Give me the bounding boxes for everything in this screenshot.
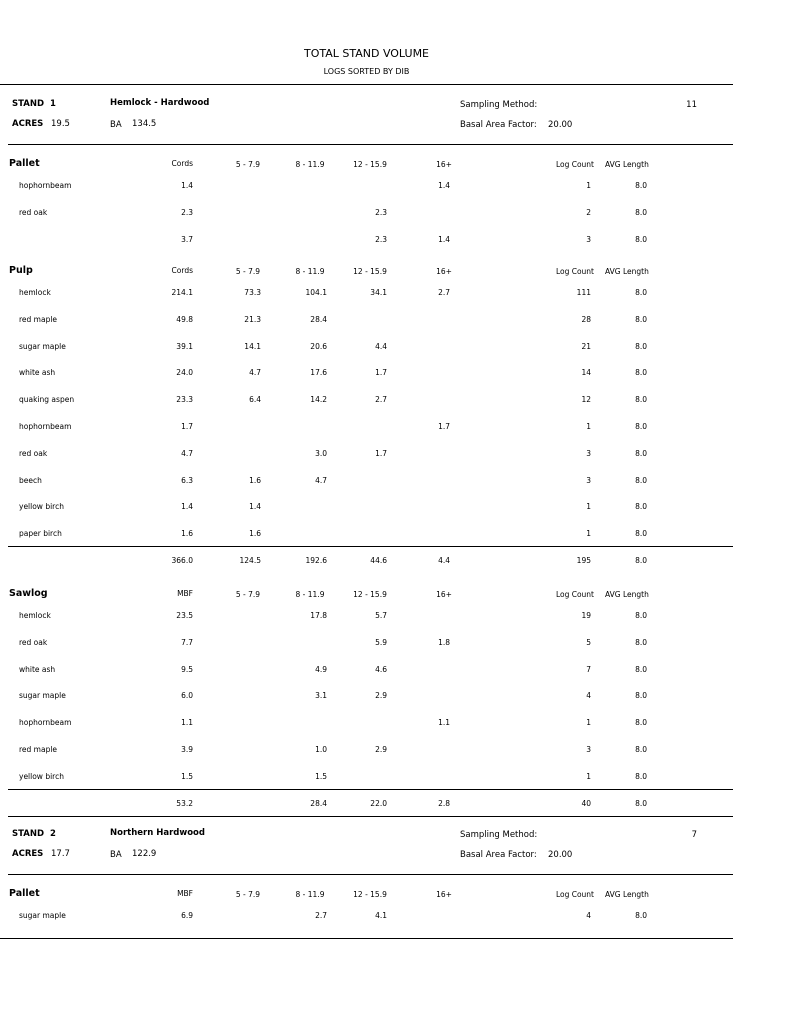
species-name: yellow birch xyxy=(19,771,64,781)
cell-c3: 2.7 xyxy=(375,395,387,405)
avg-length-header: AVG Length xyxy=(605,160,649,169)
species-name: yellow birch xyxy=(19,502,64,512)
diameter-class-header: 8 - 11.9 xyxy=(295,267,325,276)
ba-label: BA xyxy=(110,120,122,130)
species-name: red oak xyxy=(19,207,48,217)
species-name: red maple xyxy=(19,314,58,324)
totals-rule xyxy=(8,789,733,790)
cell-c2: 2.7 xyxy=(315,911,327,920)
species-name: hophornbeam xyxy=(19,422,72,431)
diameter-class-header: 12 - 15.9 xyxy=(353,590,387,599)
cell-total: 24.0 xyxy=(176,368,193,378)
cell-c1: 73.3 xyxy=(244,288,261,297)
cell-total: 39.1 xyxy=(176,341,193,351)
total-c2: 192.6 xyxy=(305,556,327,565)
diameter-class-header: 5 - 7.9 xyxy=(235,267,261,276)
ba-value: 134.5 xyxy=(132,119,157,129)
cell-count: 4 xyxy=(586,691,591,701)
cell-total: 1.6 xyxy=(181,529,193,539)
acres-value: 17.7 xyxy=(51,849,70,859)
species-name: hemlock xyxy=(19,611,51,620)
diameter-class-header: 8 - 11.9 xyxy=(295,590,325,599)
cell-count: 111 xyxy=(576,288,591,297)
unit-header: MBF xyxy=(177,889,193,898)
cell-avg: 8.0 xyxy=(635,475,647,485)
cell-avg: 8.0 xyxy=(635,718,647,728)
cell-c1: 4.7 xyxy=(249,368,261,378)
cell-c4: 1.1 xyxy=(438,718,450,728)
cell-total: 23.5 xyxy=(176,611,193,620)
cell-count: 3 xyxy=(586,475,591,485)
cell-count: 5 xyxy=(586,637,591,647)
cell-total: 49.8 xyxy=(176,314,193,324)
cell-avg: 8.0 xyxy=(635,314,647,324)
page-end-rule xyxy=(0,938,733,939)
diameter-class-header: 16+ xyxy=(436,160,452,169)
species-name: sugar maple xyxy=(19,911,66,920)
total-c4: 1.4 xyxy=(438,234,450,244)
cell-avg: 8.0 xyxy=(635,502,647,512)
species-name: hophornbeam xyxy=(19,718,72,728)
cell-c1: 21.3 xyxy=(244,314,261,324)
cell-avg: 8.0 xyxy=(635,637,647,647)
log-count-header: Log Count xyxy=(555,890,594,899)
cell-total: 1.5 xyxy=(181,771,193,781)
avg-length-header: AVG Length xyxy=(605,890,649,899)
diameter-class-header: 8 - 11.9 xyxy=(295,160,325,169)
cell-avg: 8.0 xyxy=(635,611,647,620)
cell-count: 21 xyxy=(581,341,591,351)
total-c3: 44.6 xyxy=(370,556,387,565)
diameter-class-header: 12 - 15.9 xyxy=(353,890,387,899)
cell-total: 6.9 xyxy=(181,911,193,920)
cell-c2: 3.1 xyxy=(315,691,327,701)
cell-c4: 1.8 xyxy=(438,637,450,647)
cell-total: 23.3 xyxy=(176,395,193,405)
cell-count: 3 xyxy=(586,745,591,754)
cell-avg: 8.0 xyxy=(635,691,647,701)
acres-value: 19.5 xyxy=(51,119,70,129)
total-total: 3.7 xyxy=(181,234,193,244)
cell-avg: 8.0 xyxy=(635,395,647,405)
unit-header: Cords xyxy=(171,266,193,275)
cell-c3: 1.7 xyxy=(375,448,387,458)
sampling-method-value: 7 xyxy=(691,830,697,840)
species-name: hemlock xyxy=(19,288,51,297)
diameter-class-header: 5 - 7.9 xyxy=(235,890,261,899)
diameter-class-header: 5 - 7.9 xyxy=(235,160,261,169)
cell-avg: 8.0 xyxy=(635,664,647,674)
cell-avg: 8.0 xyxy=(635,771,647,781)
species-name: quaking aspen xyxy=(19,395,75,405)
cell-count: 1 xyxy=(586,181,591,190)
total-avg: 8.0 xyxy=(635,798,647,808)
cell-c2: 20.6 xyxy=(310,341,327,351)
cell-avg: 8.0 xyxy=(635,288,647,297)
cell-c1: 1.4 xyxy=(249,502,261,512)
total-c4: 2.8 xyxy=(438,798,450,808)
basal-area-factor-label: Basal Area Factor: xyxy=(460,120,537,130)
stand-type: Hemlock - Hardwood xyxy=(110,98,210,108)
report-title: TOTAL STAND VOLUME xyxy=(303,47,430,60)
total-count: 40 xyxy=(581,798,591,808)
cell-c1: 1.6 xyxy=(249,475,261,485)
basal-area-factor-label: Basal Area Factor: xyxy=(460,850,537,860)
product-name: Pallet xyxy=(9,888,40,899)
cell-count: 4 xyxy=(586,911,591,920)
diameter-class-header: 5 - 7.9 xyxy=(235,590,261,599)
unit-header: MBF xyxy=(177,589,193,598)
log-count-header: Log Count xyxy=(555,160,594,169)
cell-c1: 14.1 xyxy=(244,341,261,351)
cell-avg: 8.0 xyxy=(635,207,647,217)
stand-end-rule xyxy=(8,816,733,817)
species-name: sugar maple xyxy=(19,691,66,701)
cell-count: 2 xyxy=(586,207,591,217)
cell-total: 7.7 xyxy=(181,637,193,647)
diameter-class-header: 16+ xyxy=(436,590,452,599)
cell-total: 1.7 xyxy=(181,422,193,431)
cell-c3: 5.7 xyxy=(375,611,387,620)
sampling-method-label: Sampling Method: xyxy=(460,830,538,840)
cell-c3: 4.6 xyxy=(375,664,387,674)
cell-c4: 1.7 xyxy=(438,422,450,431)
stand-rule xyxy=(8,144,733,145)
stand-label: STAND xyxy=(12,829,45,839)
cell-total: 214.1 xyxy=(171,288,193,297)
cell-avg: 8.0 xyxy=(635,529,647,539)
cell-count: 1 xyxy=(586,502,591,512)
cell-count: 1 xyxy=(586,718,591,728)
total-avg: 8.0 xyxy=(635,234,647,244)
diameter-class-header: 16+ xyxy=(436,890,452,899)
diameter-class-header: 12 - 15.9 xyxy=(353,160,387,169)
cell-count: 28 xyxy=(581,314,591,324)
log-count-header: Log Count xyxy=(555,267,594,276)
stand-number: 2 xyxy=(50,829,56,839)
species-name: sugar maple xyxy=(19,341,66,351)
total-c3: 22.0 xyxy=(370,798,387,808)
total-c3: 2.3 xyxy=(375,234,387,244)
header-rule xyxy=(0,84,733,85)
cell-count: 12 xyxy=(581,395,591,405)
ba-label: BA xyxy=(110,850,122,860)
cell-avg: 8.0 xyxy=(635,448,647,458)
stand-type: Northern Hardwood xyxy=(110,828,205,838)
cell-total: 1.4 xyxy=(181,502,193,512)
cell-c2: 4.9 xyxy=(315,664,327,674)
cell-c3: 2.9 xyxy=(375,691,387,701)
basal-area-factor-value: 20.00 xyxy=(548,120,573,130)
species-name: beech xyxy=(19,475,42,485)
cell-c2: 14.2 xyxy=(310,395,327,405)
species-name: paper birch xyxy=(19,529,62,539)
cell-total: 1.1 xyxy=(181,718,193,728)
cell-c3: 2.9 xyxy=(375,745,387,754)
cell-total: 1.4 xyxy=(181,181,193,190)
cell-total: 6.0 xyxy=(181,691,193,701)
cell-c2: 1.0 xyxy=(315,745,327,754)
cell-c3: 4.4 xyxy=(375,341,387,351)
cell-avg: 8.0 xyxy=(635,745,647,754)
avg-length-header: AVG Length xyxy=(605,267,649,276)
sampling-method-label: Sampling Method: xyxy=(460,100,538,110)
cell-count: 1 xyxy=(586,529,591,539)
cell-c2: 104.1 xyxy=(305,288,327,297)
cell-total: 9.5 xyxy=(181,664,193,674)
acres-label: ACRES xyxy=(12,119,44,129)
ba-value: 122.9 xyxy=(132,849,157,859)
cell-c2: 28.4 xyxy=(310,314,327,324)
cell-count: 1 xyxy=(586,771,591,781)
cell-c4: 2.7 xyxy=(438,288,450,297)
cell-c1: 1.6 xyxy=(249,529,261,539)
cell-count: 1 xyxy=(586,422,591,431)
cell-c3: 2.3 xyxy=(375,207,387,217)
total-total: 366.0 xyxy=(171,556,193,565)
product-name: Pulp xyxy=(9,265,33,276)
total-count: 195 xyxy=(576,556,591,565)
cell-c3: 4.1 xyxy=(375,911,387,920)
species-name: hophornbeam xyxy=(19,181,72,190)
unit-header: Cords xyxy=(171,159,193,168)
cell-total: 3.9 xyxy=(181,745,193,754)
cell-total: 6.3 xyxy=(181,475,193,485)
total-c4: 4.4 xyxy=(438,556,450,565)
avg-length-header: AVG Length xyxy=(605,590,649,599)
cell-total: 4.7 xyxy=(181,448,193,458)
stand-rule xyxy=(8,874,733,875)
species-name: red oak xyxy=(19,637,48,647)
sampling-method-value: 11 xyxy=(686,100,697,110)
cell-c3: 5.9 xyxy=(375,637,387,647)
diameter-class-header: 8 - 11.9 xyxy=(295,890,325,899)
product-name: Pallet xyxy=(9,158,40,169)
cell-c2: 17.8 xyxy=(310,611,327,620)
cell-c2: 17.6 xyxy=(310,368,327,378)
diameter-class-header: 12 - 15.9 xyxy=(353,267,387,276)
cell-c3: 1.7 xyxy=(375,368,387,378)
cell-count: 3 xyxy=(586,448,591,458)
report-subtitle: LOGS SORTED BY DIB xyxy=(323,67,410,76)
species-name: white ash xyxy=(19,664,56,674)
basal-area-factor-value: 20.00 xyxy=(548,850,573,860)
species-name: red oak xyxy=(19,448,48,458)
species-name: white ash xyxy=(19,368,56,378)
cell-avg: 8.0 xyxy=(635,341,647,351)
cell-count: 19 xyxy=(581,611,591,620)
product-name: Sawlog xyxy=(9,588,48,599)
log-count-header: Log Count xyxy=(555,590,594,599)
cell-c2: 1.5 xyxy=(315,771,327,781)
total-avg: 8.0 xyxy=(635,556,647,565)
stand-label: STAND xyxy=(12,99,45,109)
total-total: 53.2 xyxy=(176,798,193,808)
total-c1: 124.5 xyxy=(239,556,261,565)
cell-avg: 8.0 xyxy=(635,368,647,378)
cell-total: 2.3 xyxy=(181,207,193,217)
cell-c4: 1.4 xyxy=(438,181,450,190)
total-c2: 28.4 xyxy=(310,798,327,808)
cell-avg: 8.0 xyxy=(635,181,647,190)
cell-c1: 6.4 xyxy=(249,395,261,405)
cell-avg: 8.0 xyxy=(635,911,647,920)
totals-rule xyxy=(8,546,733,547)
cell-c3: 34.1 xyxy=(370,288,387,297)
cell-c2: 4.7 xyxy=(315,475,327,485)
diameter-class-header: 16+ xyxy=(436,267,452,276)
cell-count: 14 xyxy=(581,368,591,378)
species-name: red maple xyxy=(19,745,58,754)
stand-number: 1 xyxy=(50,99,56,109)
total-count: 3 xyxy=(586,234,591,244)
cell-c2: 3.0 xyxy=(315,448,327,458)
cell-avg: 8.0 xyxy=(635,422,647,431)
cell-count: 7 xyxy=(586,664,591,674)
acres-label: ACRES xyxy=(12,849,44,859)
